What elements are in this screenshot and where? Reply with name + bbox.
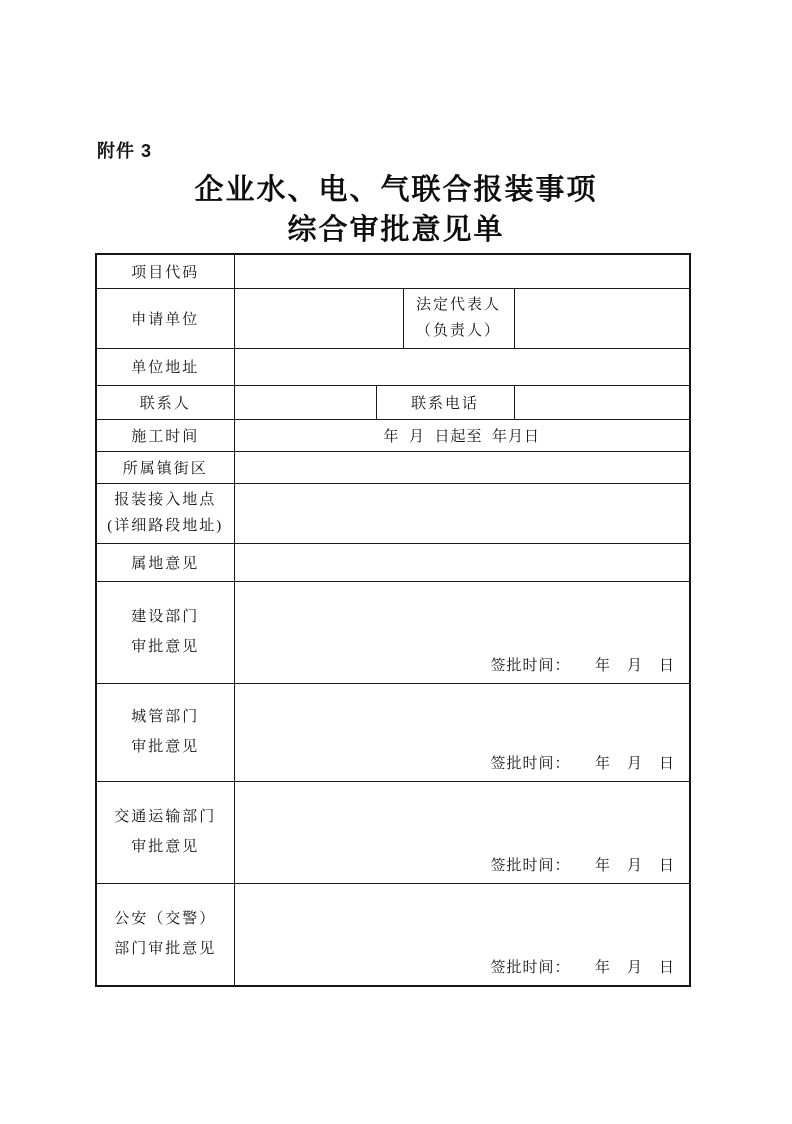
contact-phone-value-cell	[514, 385, 690, 419]
row-project-code	[96, 254, 690, 288]
transport-dept-sign-time: 签批时间： 年 月 日	[490, 857, 675, 874]
legal-representative-label-line1: 法定代表人	[415, 297, 501, 313]
urban-mgmt-dept-label-line1: 城管部门	[131, 709, 200, 725]
row-territorial-opinion	[96, 543, 690, 581]
urban-mgmt-dept-label	[96, 683, 234, 781]
row-police-dept-opinion	[96, 883, 690, 986]
unit-address-label: 单位地址	[96, 348, 234, 385]
row-applicant	[96, 288, 690, 348]
title-line-2: 综合审批意见单	[287, 214, 505, 246]
row-contact	[96, 385, 690, 419]
police-dept-opinion-cell	[234, 883, 690, 986]
police-dept-label-line2: 部门审批意见	[114, 941, 217, 958]
row-urban-mgmt-dept-opinion	[96, 683, 690, 781]
project-code-value-cell	[234, 254, 690, 288]
row-access-location	[96, 483, 690, 543]
row-construction-time	[96, 419, 690, 451]
construction-dept-opinion-cell	[234, 581, 690, 683]
row-construction-dept-opinion	[96, 581, 690, 683]
row-unit-address	[96, 348, 690, 385]
unit-address-value-cell	[234, 348, 690, 385]
construction-dept-sign-time: 签批时间： 年 月 日	[490, 657, 675, 674]
transport-dept-label-line2: 审批意见	[131, 839, 200, 855]
access-location-label-line1: 报装接入地点	[114, 492, 217, 508]
access-location-label	[96, 483, 234, 543]
access-location-label-line2: (详细路段地址)	[107, 518, 224, 534]
transport-dept-label-line1: 交通运输部门	[114, 809, 217, 825]
row-town-district	[96, 451, 690, 483]
approval-form-table	[95, 253, 691, 987]
attachment-label: 附件 3	[97, 141, 153, 161]
urban-mgmt-dept-label-line2: 审批意见	[131, 739, 200, 755]
project-code-label: 项目代码	[96, 254, 234, 288]
urban-mgmt-dept-opinion-cell	[234, 683, 690, 781]
row-transport-dept-opinion	[96, 781, 690, 883]
transport-dept-label	[96, 781, 234, 883]
construction-dept-label-line1: 建设部门	[131, 609, 200, 625]
town-district-label: 所属镇街区	[96, 451, 234, 483]
legal-representative-value-cell	[514, 288, 690, 348]
town-district-value-cell	[234, 451, 690, 483]
title-line-1: 企业水、电、气联合报装事项	[194, 174, 598, 206]
contact-label: 联系人	[96, 385, 234, 419]
transport-dept-opinion-cell	[234, 781, 690, 883]
construction-dept-label-line2: 审批意见	[131, 639, 200, 655]
police-dept-label	[96, 883, 234, 986]
legal-representative-label	[403, 288, 514, 348]
contact-phone-label: 联系电话	[376, 385, 514, 419]
construction-time-label: 施工时间	[96, 419, 234, 451]
document-title	[0, 170, 792, 250]
police-dept-sign-time: 签批时间： 年 月 日	[490, 960, 675, 976]
access-location-value-cell	[234, 483, 690, 543]
construction-dept-label	[96, 581, 234, 683]
urban-mgmt-dept-sign-time: 签批时间： 年 月 日	[490, 755, 675, 772]
construction-time-value-cell: 年 月 日起至 年月日	[234, 419, 690, 451]
territorial-opinion-label: 属地意见	[96, 543, 234, 581]
contact-value-cell	[234, 385, 376, 419]
applicant-label: 申请单位	[96, 288, 234, 348]
police-dept-label-line1: 公安（交警）	[114, 911, 217, 928]
applicant-value-cell	[234, 288, 403, 348]
territorial-opinion-value-cell	[234, 543, 690, 581]
legal-representative-label-line2: （负责人）	[415, 323, 501, 339]
